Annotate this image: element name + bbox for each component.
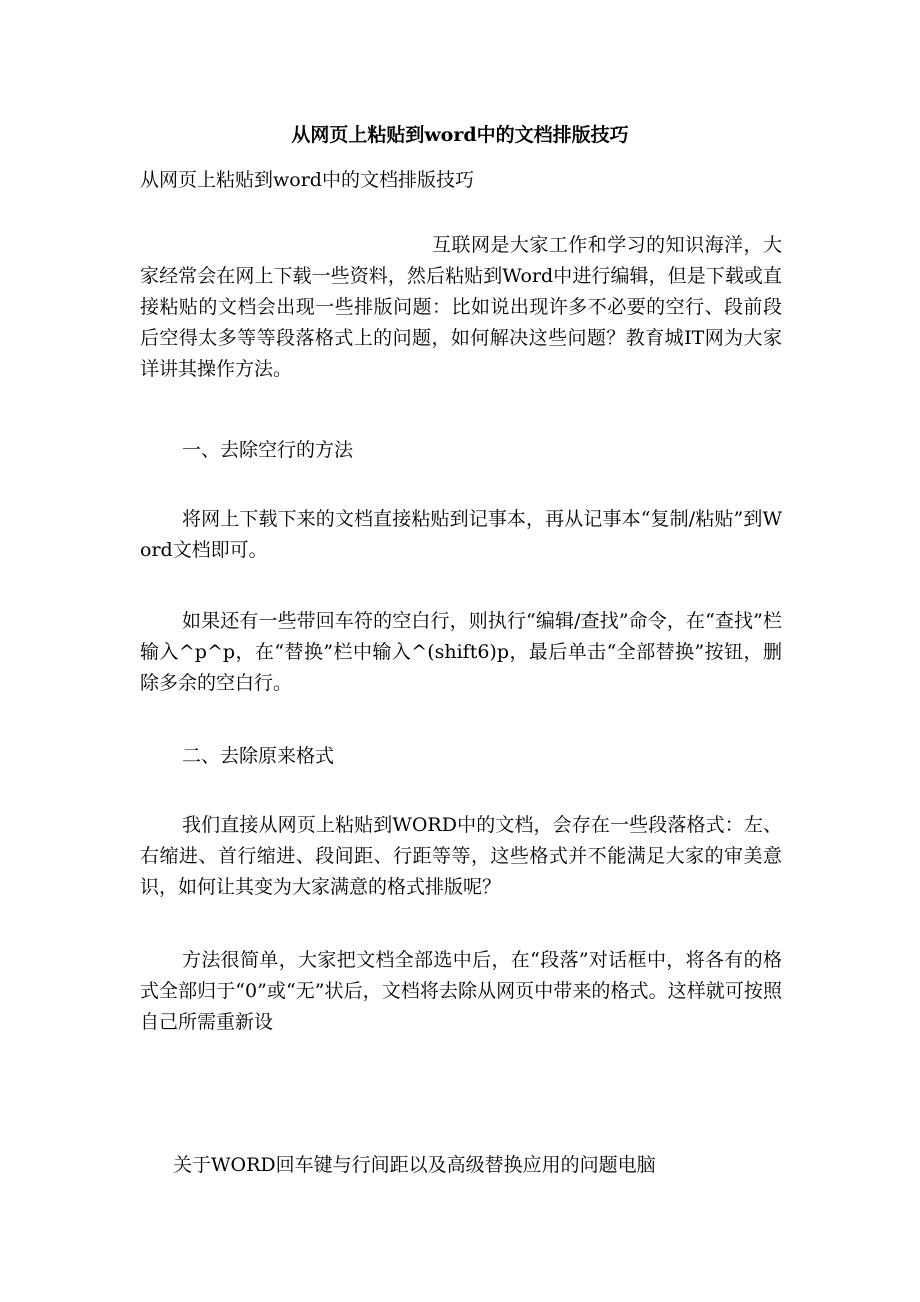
intro-paragraph: 互联网是大家工作和学习的知识海洋，大家经常会在网上下载一些资料，然后粘贴到Word中进行编辑，但是下载或直接粘贴的文档会出现一些排版问题：比如说出现许多不必要的空行、段前段后空得太多等等段落格式上的问题，如何解决这些问题？教育城IT网为大家详讲其操作方法。 — [140, 234, 782, 380]
section-heading-remove-formatting: 二、去除原来格式 — [182, 745, 335, 767]
document-subtitle: 从网页上粘贴到word中的文档排版技巧 — [140, 169, 474, 191]
paragraph-find-replace: 如果还有一些带回车符的空白行，则执行“编辑/查找”命令，在“查找”栏输入^p^p，在“替换”栏中输入^(shift6)p，最后单击“全部替换”按钮，删除多余的空白行。 — [140, 610, 782, 694]
paragraph-formatting-issues: 我们直接从网页上粘贴到WORD中的文档，会存在一些段落格式：左、右缩进、首行缩进、段间距、行距等等，这些格式并不能满足大家的审美意识，如何让其变为大家满意的格式排版呢？ — [140, 814, 782, 898]
paragraph-notepad-method: 将网上下载下来的文档直接粘贴到记事本，再从记事本“复制/粘贴”到Word文档即可。 — [140, 508, 782, 561]
paragraph-formatting-solution: 方法很简单，大家把文档全部选中后，在“段落”对话框中，将各有的格式全部归于“0”或“无”状后，文档将去除从网页中带来的格式。这样就可按照自己所需重新设 — [140, 949, 782, 1033]
related-article-title: 关于WORD回车键与行间距以及高级替换应用的问题电脑 — [173, 1154, 656, 1176]
section-heading-remove-blank-lines: 一、去除空行的方法 — [182, 439, 354, 461]
document-title: 从网页上粘贴到word中的文档排版技巧 — [291, 124, 629, 146]
